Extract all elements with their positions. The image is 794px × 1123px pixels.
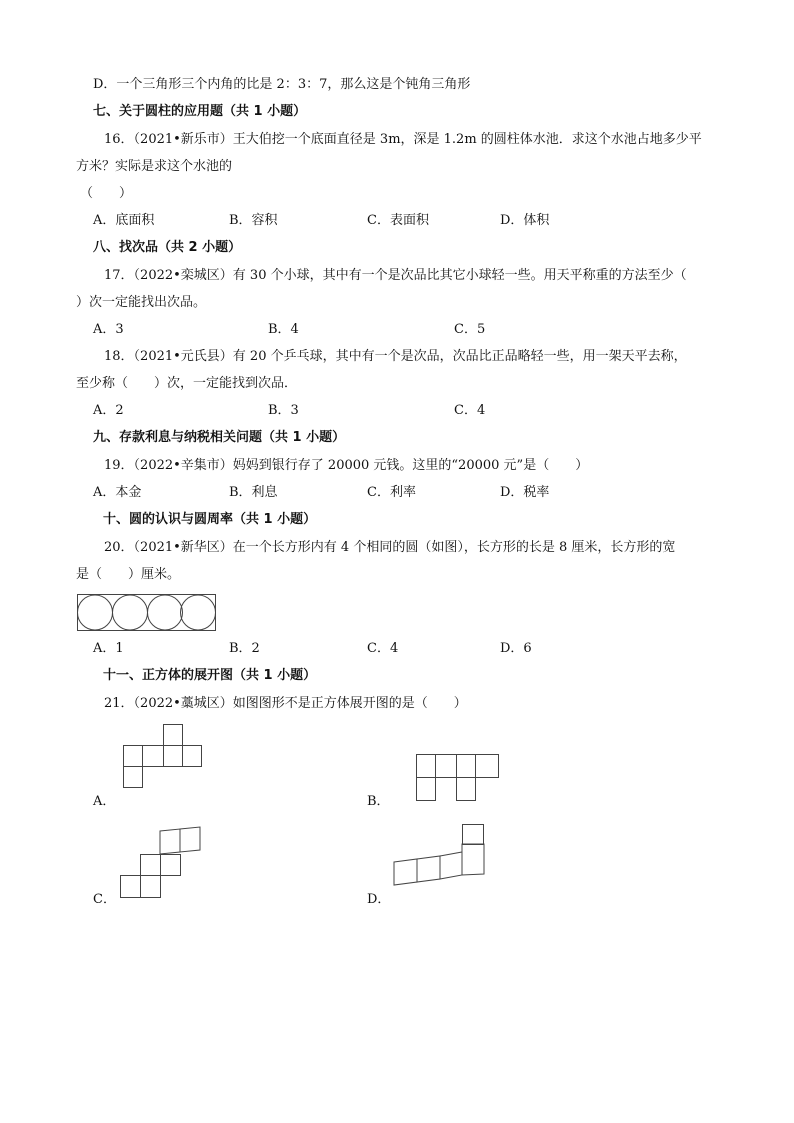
q16-option-c[interactable]: C．表面积 bbox=[367, 213, 429, 228]
q19-option-c[interactable]: C．利率 bbox=[367, 485, 416, 500]
q18-option-a[interactable]: A．2 bbox=[93, 403, 124, 418]
question-20-line2: 是（ ）厘米。 bbox=[76, 567, 181, 582]
cube-net-b-figure[interactable] bbox=[416, 754, 500, 802]
section-heading-8: 八、找次品（共 2 小题） bbox=[93, 240, 242, 255]
q16-option-b[interactable]: B．容积 bbox=[229, 213, 278, 228]
cube-net-c-figure[interactable] bbox=[120, 826, 202, 900]
question-18-line1: 18．（2021•元氏县）有 20 个乒乓球，其中有一个是次品，次品比正品略轻一些，用一架天平去称， bbox=[104, 349, 687, 364]
prev-option-d: D．一个三角形三个内角的比是 2：3：7，那么这是个钝角三角形 bbox=[93, 77, 471, 92]
question-16-line3: （ ） bbox=[80, 186, 133, 201]
section-heading-10: 十、圆的认识与圆周率（共 1 小题） bbox=[103, 512, 317, 527]
q16-option-a[interactable]: A．底面积 bbox=[93, 213, 155, 228]
q19-option-b[interactable]: B．利息 bbox=[229, 485, 278, 500]
q21-option-d[interactable]: D． bbox=[367, 892, 391, 907]
question-16-line1: 16．（2021•新乐市）王大伯挖一个底面直径是 3m，深是 1.2m 的圆柱体水池．求这个水池占地多少平 bbox=[104, 132, 702, 147]
q19-option-a[interactable]: A．本金 bbox=[93, 485, 142, 500]
rectangle-four-circles-figure bbox=[77, 594, 217, 632]
question-18-line2: 至少称（ ）次，一定能找到次品． bbox=[76, 376, 298, 391]
question-20-line1: 20．（2021•新华区）在一个长方形内有 4 个相同的圆（如图），长方形的长是 8 厘米，长方形的宽 bbox=[104, 540, 676, 555]
q16-option-d[interactable]: D．体积 bbox=[500, 213, 550, 228]
q21-option-a[interactable]: A． bbox=[93, 794, 116, 809]
question-21-line1: 21．（2022•藁城区）如图图形不是正方体展开图的是（ ） bbox=[104, 696, 467, 711]
q21-option-c[interactable]: C． bbox=[93, 892, 116, 907]
question-17-line1: 17．（2022•栾城区）有 30 个小球，其中有一个是次品比其它小球轻一些。用天平称重的方法至少（ bbox=[104, 268, 687, 283]
q20-option-c[interactable]: C．4 bbox=[367, 641, 399, 656]
question-19-line1: 19．（2022•辛集市）妈妈到银行存了 20000 元钱。这里的“20000 元”是（ ） bbox=[104, 458, 589, 473]
section-heading-9: 九、存款利息与纳税相关问题（共 1 小题） bbox=[93, 430, 346, 445]
cube-net-d-figure[interactable] bbox=[394, 824, 486, 886]
q17-option-a[interactable]: A．3 bbox=[93, 322, 124, 337]
q20-option-b[interactable]: B．2 bbox=[229, 641, 260, 656]
section-heading-11: 十一、正方体的展开图（共 1 小题） bbox=[103, 668, 317, 683]
q17-option-c[interactable]: C．5 bbox=[454, 322, 486, 337]
q20-option-a[interactable]: A．1 bbox=[93, 641, 124, 656]
question-17-line2: ）次一定能找出次品。 bbox=[76, 295, 207, 310]
q18-option-b[interactable]: B．3 bbox=[268, 403, 299, 418]
q18-option-c[interactable]: C．4 bbox=[454, 403, 486, 418]
q17-option-b[interactable]: B．4 bbox=[268, 322, 299, 337]
section-heading-7: 七、关于圆柱的应用题（共 1 小题） bbox=[93, 104, 307, 119]
question-16-line2: 方米？实际是求这个水池的 bbox=[76, 159, 233, 174]
cube-net-a-figure[interactable] bbox=[123, 724, 203, 788]
q19-option-d[interactable]: D．税率 bbox=[500, 485, 550, 500]
q21-option-b[interactable]: B． bbox=[367, 794, 390, 809]
q20-option-d[interactable]: D．6 bbox=[500, 641, 532, 656]
